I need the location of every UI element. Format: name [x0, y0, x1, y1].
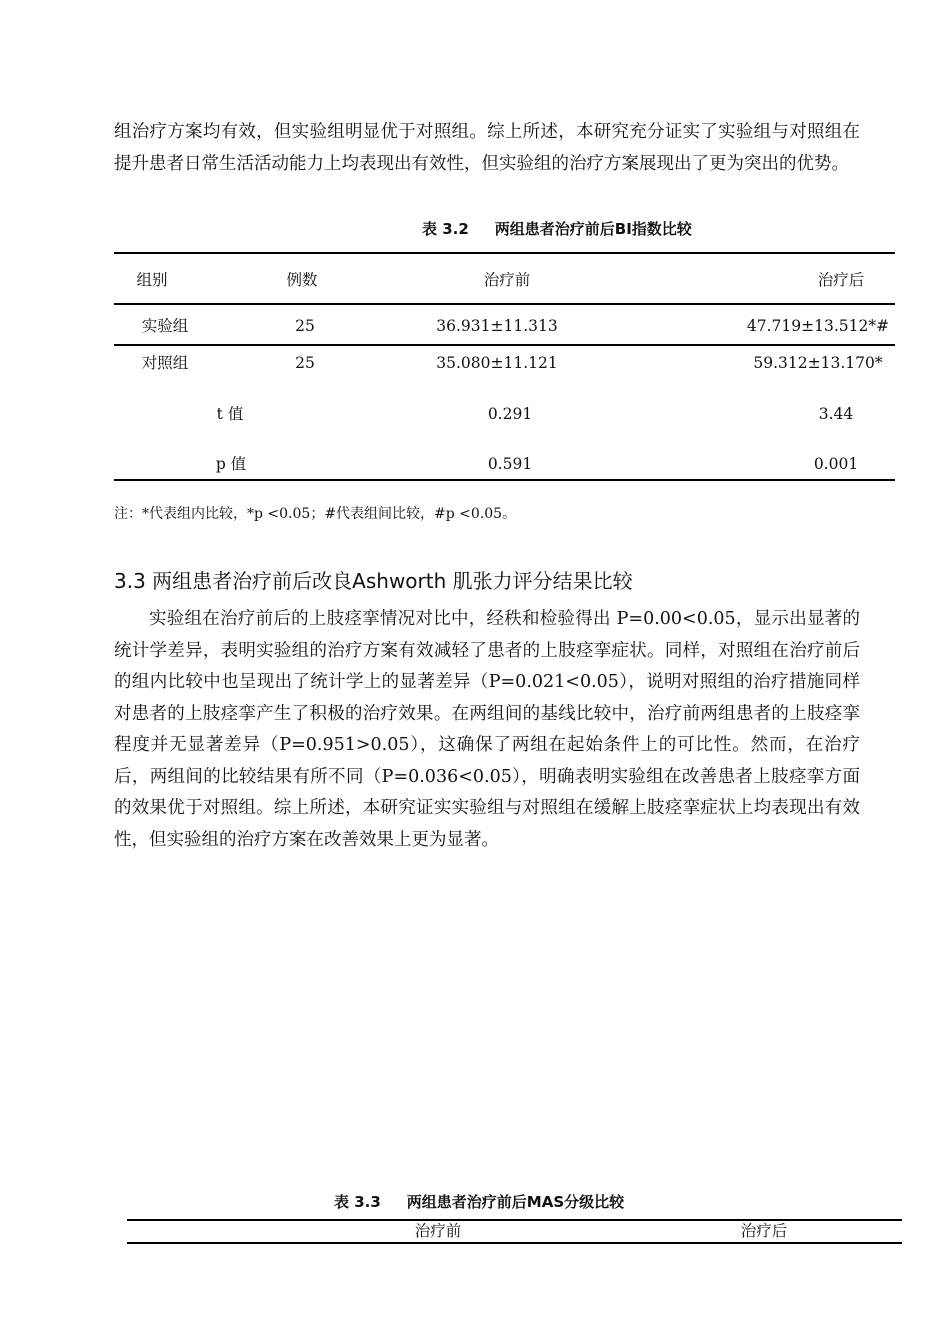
table-3-2-mid-rule: [114, 344, 895, 346]
header-after: 治疗后: [817, 271, 865, 289]
cell-before: 0.291: [487, 405, 533, 423]
table-3-3-title: 两组患者治疗前后MAS分级比较: [406, 1193, 625, 1211]
section-heading: 3.3 两组患者治疗前后改良Ashworth 肌张力评分结果比较: [114, 569, 633, 593]
cell-after: 0.001: [813, 455, 859, 473]
cell-after: 3.44: [818, 405, 854, 423]
section-paragraph: 实验组在治疗前后的上肢痉挛情况对比中，经秩和检验得出 P=0.00<0.05，显示出显著的统计学差异，表明实验组的治疗方案有效减轻了患者的上肢痉挛症状。同样，对照组在治疗前后的组内比较中也呈现出了统计学上的显著差异（P=0.021<0.05），说明对照组的治疗措施同样对患者的上肢痉挛产生了积极的治疗效果。在两组间的基线比较中，治疗前两组患者的上肢痉挛程度并无显著差异（P=0.951>0.05），这确保了两组在起始条件上的可比性。然而，在治疗后，两组间的比较结果有所不同（P=0.036<0.05），明确表明实验组在改善患者上肢痉挛方面的效果优于对照组。综上所述，本研究证实实验组与对照组在缓解上肢痉挛症状上均表现出有效性，但实验组的治疗方案在改善效果上更为显著。: [114, 609, 860, 850]
cell-group: 对照组: [141, 354, 189, 372]
table-3-3-number: 表 3.3: [334, 1193, 381, 1211]
cell-count: 25: [295, 317, 315, 335]
header-count: 例数: [286, 271, 318, 289]
table-3-2-bottom-rule: [114, 479, 895, 481]
cell-after: 47.719±13.512*#: [746, 317, 890, 335]
table-3-3-header-after: 治疗后: [740, 1222, 788, 1240]
table-3-2-number: 表 3.2: [422, 220, 469, 238]
cell-before: 35.080±11.121: [436, 354, 558, 372]
header-group: 组别: [136, 271, 168, 289]
table-3-3-header-rule: [127, 1242, 902, 1244]
header-before: 治疗前: [483, 271, 531, 289]
cell-before: 0.591: [487, 455, 533, 473]
cell-after: 59.312±13.170*: [753, 354, 883, 372]
cell-group: 实验组: [141, 317, 189, 335]
table-3-3-caption: [334, 1191, 624, 1212]
table-3-2-header-rule: [114, 303, 895, 305]
cell-stat-label: p 值: [215, 455, 247, 473]
table-3-2-title: 两组患者治疗前后BI指数比较: [494, 220, 692, 238]
table-3-3-header-before: 治疗前: [414, 1222, 462, 1240]
table-3-2-top-rule: [114, 252, 895, 254]
cell-count: 25: [295, 354, 315, 372]
cell-stat-label: t 值: [216, 405, 244, 423]
table-3-2-caption: [422, 218, 692, 239]
cell-before: 36.931±11.313: [436, 317, 558, 335]
intro-paragraph: 组治疗方案均有效，但实验组明显优于对照组。综上所述，本研究充分证实了实验组与对照组在提升患者日常生活活动能力上均表现出有效性，但实验组的治疗方案展现出了更为突出的优势。: [114, 122, 860, 174]
table-3-2-note: 注：*代表组内比较，*p <0.05；#代表组间比较，#p <0.05。: [114, 506, 517, 522]
